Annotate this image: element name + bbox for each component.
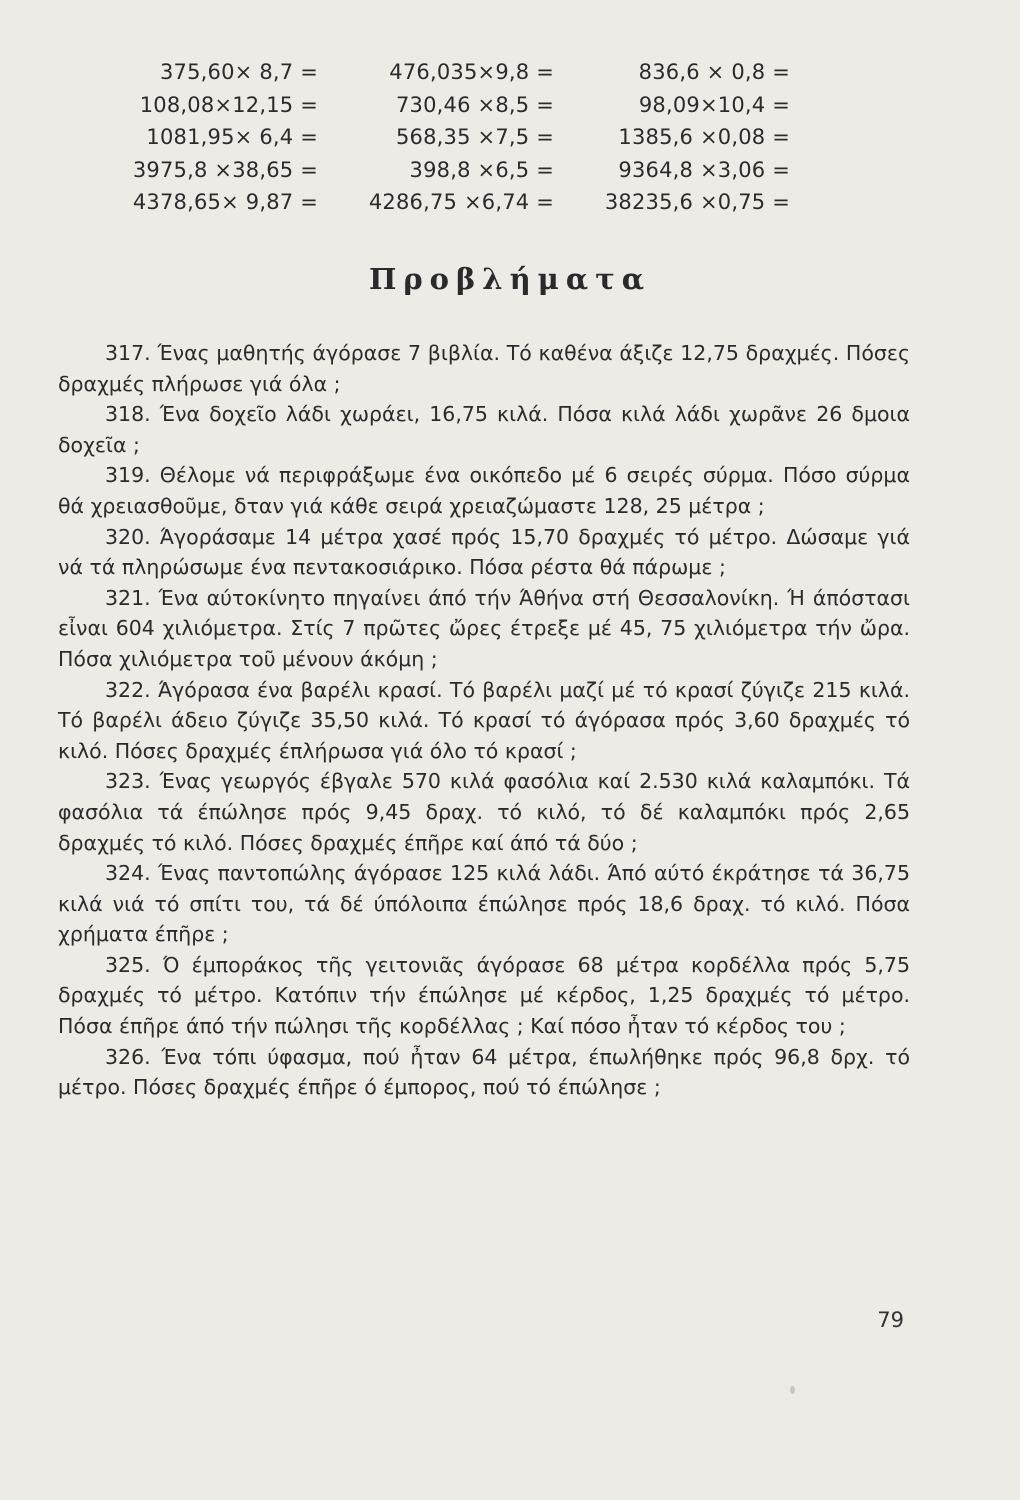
problem-321: 321. Ένα αύτοκίνητο πηγαίνει άπό τήν Άθήνα στή Θεσσαλονίκη. Ή άπόστασι εἶναι 604 χιλιόμετρα. Στίς 7 πρῶτες ὤρες έτρεξε μέ 45, 75 χιλιόμετρα τήν ὤρα. Πόσα χιλιόμετρα τοῦ μένουν άκόμη ;	[58, 585, 910, 671]
problem-323: 323. Ένας γεωργός έβγαλε 570 κιλά φασόλια καί 2.530 κιλά καλαμπόκι. Τά φασόλια τά έπώλησε πρός 9,45 δραχ. τό κιλό, τό δέ καλαμπόκι πρός 2,65 δραχμές τό κιλό. Πόσες δραχμές έπῆρε καί άπό τά δύο ;	[58, 769, 910, 855]
problem-317: 317. Ένας μαθητής άγόρασε 7 βιβλία. Τό καθένα άξιζε 12,75 δραχμές. Πόσες δραχμές πλήρωσε γιά όλα ;	[58, 341, 910, 396]
section-title: Προβλήματα	[368, 262, 652, 296]
exercise-item: 1081,95⨯ 6,4 =	[146, 125, 318, 150]
exercise-row	[100, 121, 820, 154]
problem-318: 318. Ένα δοχεῖο λάδι χωράει, 16,75 κιλά. Πόσα κιλά λάδι χωρᾶνε 26 δμοια δοχεῖα ;	[58, 402, 910, 457]
exercise-item: 38235,6 ⨯0,75 =	[604, 190, 790, 215]
exercise-row	[100, 186, 820, 219]
exercise-item: 3975,8 ⨯38,65 =	[132, 157, 318, 182]
exercise-item: 375,60⨯ 8,7 =	[159, 60, 318, 85]
exercise-item: 108,08⨯12,15 =	[139, 92, 318, 117]
problem-325: 325. Ό έμποράκος τῆς γειτονιᾶς άγόρασε 68 μέτρα κορδέλλα πρός 5,75 δραχμές τό μέτρο. Κατόπιν τήν έπώλησε μέ κέρδος, 1,25 δραχμές τό μέτρο. Πόσα έπῆρε άπό τήν πώλησι τῆς κορδέλλας ; Καί πόσο ἦταν τό κέρδος του ;	[58, 952, 910, 1039]
page-number: 79	[877, 1308, 904, 1332]
exercise-item: 568,35 ⨯7,5 =	[395, 125, 554, 150]
exercise-item: 4378,65⨯ 9,87 =	[132, 190, 318, 215]
paper-speck	[790, 1386, 795, 1394]
problem-list	[58, 338, 910, 1103]
exercise-item: 476,035⨯9,8 =	[389, 60, 554, 85]
exercise-item: 9364,8 ⨯3,06 =	[618, 157, 790, 182]
problem-322: 322. Άγόρασα ένα βαρέλι κρασί. Τό βαρέλι μαζί μέ τό κρασί ζύγιζε 215 κιλά. Τό βαρέλι άδειο ζύγιζε 35,50 κιλά. Τό κρασί τό άγόρασα πρός 3,60 δραχμές τό κιλό. Πόσες δραχμές έπλήρωσα γιά όλο τό κρασί ;	[58, 677, 910, 763]
problem-324: 324. Ένας παντοπώλης άγόρασε 125 κιλά λάδι. Άπό αύτό έκράτησε τά 36,75 κιλά νιά τό σπίτι του, τά δέ ύπόλοιπα έπώλησε πρός 18,6 δραχ. τό κιλό. Πόσα χρήματα έπῆρε ;	[58, 861, 910, 947]
multiplication-exercises	[100, 56, 820, 219]
exercise-row	[100, 89, 820, 122]
exercise-item: 836,6 ⨯ 0,8 =	[638, 60, 790, 85]
problem-319: 319. Θέλομε νά περιφράξωμε ένα οικόπεδο μέ 6 σειρές σύρμα. Πόσο σύρμα θά χρειασθοῦμε, δταν γιά κάθε σειρά χρειαζώμαστε 128, 25 μέτρα ;	[58, 463, 910, 518]
exercise-item: 730,46 ⨯8,5 =	[395, 92, 554, 117]
exercise-row	[100, 56, 820, 89]
exercise-item: 398,8 ⨯6,5 =	[409, 157, 554, 182]
problem-320: 320. Άγοράσαμε 14 μέτρα χασέ πρός 15,70 δραχμές τό μέτρο. Δώσαμε γιά νά τά πληρώσωμε ένα πεντακοσιάρικο. Πόσα ρέστα θά πάρωμε ;	[58, 524, 910, 580]
exercise-item: 4286,75 ⨯6,74 =	[368, 190, 554, 215]
exercise-item: 1385,6 ⨯0,08 =	[618, 125, 790, 150]
exercise-item: 98,09⨯10,4 =	[638, 92, 790, 117]
problem-326: 326. Ένα τόπι ύφασμα, πού ἦταν 64 μέτρα, έπωλήθηκε πρός 96,8 δρχ. τό μέτρο. Πόσες δραχμές έπῆρε ό έμπορος, πού τό έπώλησε ;	[58, 1044, 910, 1100]
exercise-row	[100, 154, 820, 187]
